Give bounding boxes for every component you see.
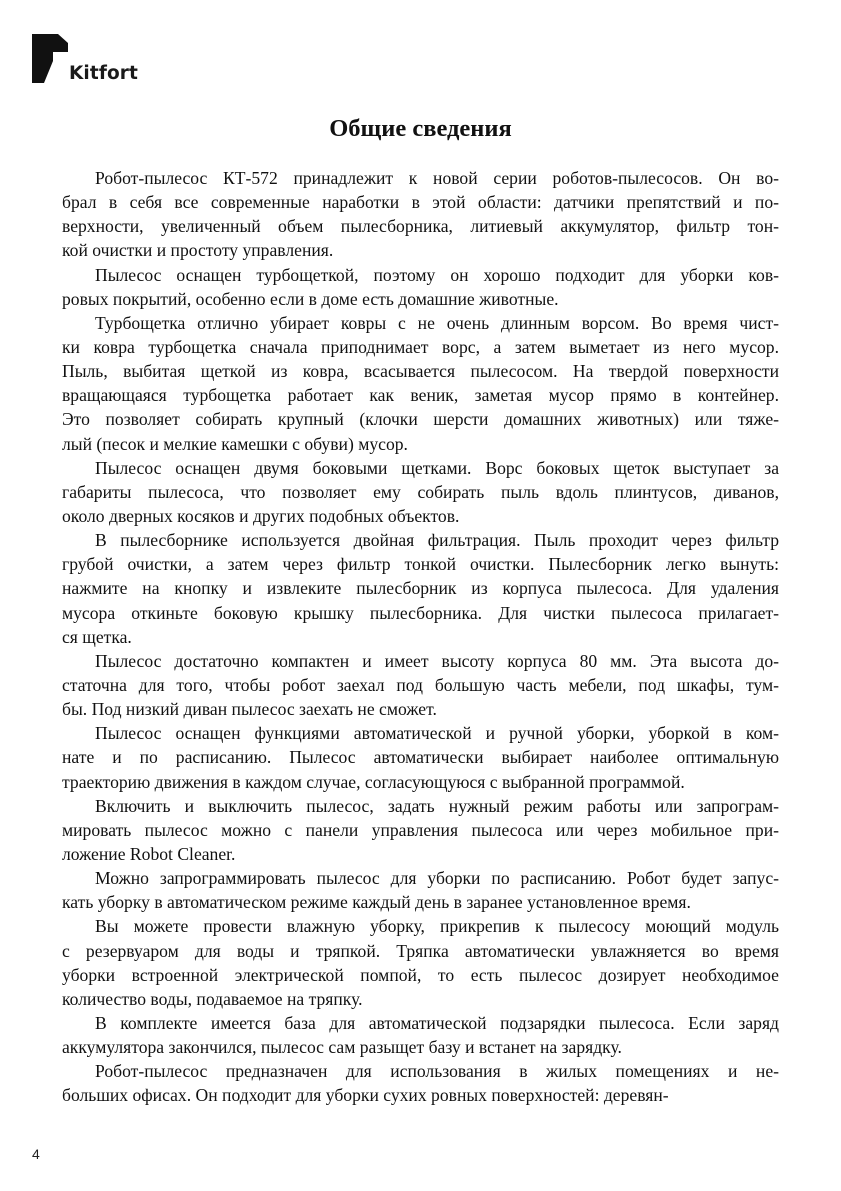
text-line: Пыль, выбитая щеткой из ковра, всасывается пылесосом. На твердой поверхности bbox=[62, 361, 779, 382]
text-line: мусора откиньте боковую крышку пылесборника. Для чистки пылесоса прилагает- bbox=[62, 602, 779, 623]
text-line: лый (песок и мелкие камешки с обуви) мусор. bbox=[62, 433, 408, 454]
text-line: Турбощетка отлично убирает ковры с не очень длинным ворсом. Во время чист- bbox=[95, 312, 779, 333]
paragraph bbox=[62, 311, 779, 456]
paragraph bbox=[62, 866, 779, 914]
text-line: Включить и выключить пылесос, задать нужный режим работы или запрограм- bbox=[95, 795, 779, 816]
text-line: аккумулятора закончился, пылесос сам разыщет базу и встанет на зарядку. bbox=[62, 1037, 622, 1058]
text-line: габариты пылесоса, что позволяет ему собирать пыль вдоль плинтусов, диванов, bbox=[62, 481, 779, 502]
text-line: ся щетка. bbox=[62, 626, 132, 647]
text-line: Вы можете провести влажную уборку, прикрепив к пылесосу моющий модуль bbox=[95, 916, 779, 937]
text-line: Робот-пылесос предназначен для использования в жилых помещениях и не- bbox=[95, 1061, 779, 1082]
paragraph bbox=[62, 721, 779, 793]
text-line: брал в себя все современные наработки в этой области: датчики препятствий и по- bbox=[62, 192, 779, 213]
text-line: вращающаяся турбощетка работает как веник, заметая мусор прямо в контейнер. bbox=[62, 385, 779, 406]
body-text bbox=[62, 166, 779, 1107]
paragraph bbox=[62, 914, 779, 1011]
page-title: Общие сведения bbox=[329, 115, 512, 142]
paragraph bbox=[62, 456, 779, 528]
text-line: грубой очистки, а затем через фильтр тонкой очистки. Пылесборник легко вынуть: bbox=[62, 554, 779, 575]
text-line: количество воды, подаваемое на тряпку. bbox=[62, 988, 363, 1009]
kitfort-logo bbox=[32, 34, 172, 90]
text-line: около дверных косяков и других подобных объектов. bbox=[62, 505, 460, 526]
paragraph bbox=[62, 1011, 779, 1059]
text-line: траекторию движения в каждом случае, согласующуюся с выбранной программой. bbox=[62, 771, 685, 792]
text-line: нажмите на кнопку и извлеките пылесборник из корпуса пылесоса. Для удаления bbox=[62, 578, 779, 599]
brand-name: Kitfort bbox=[69, 63, 138, 84]
text-line: бы. Под низкий диван пылесос заехать не сможет. bbox=[62, 699, 437, 720]
text-line: уборки встроенной электрической помпой, то есть пылесос дозирует необходимое bbox=[62, 964, 779, 985]
text-line: Пылесос оснащен турбощеткой, поэтому он хорошо подходит для уборки ков- bbox=[95, 264, 779, 285]
paragraph bbox=[62, 649, 779, 721]
text-line: Робот-пылесос КТ-572 принадлежит к новой серии роботов-пылесосов. Он во- bbox=[95, 168, 779, 188]
text-line: Это позволяет собирать крупный (клочки шерсти домашних животных) или тяже- bbox=[62, 409, 779, 430]
text-line: с резервуаром для воды и тряпкой. Тряпка автоматически увлажняется во время bbox=[62, 940, 779, 961]
paragraph bbox=[62, 263, 779, 311]
text-line: нате и по расписанию. Пылесос автоматически выбирает наиболее оптимальную bbox=[62, 747, 779, 768]
text-line: ки ковра турбощетка сначала приподнимает ворс, а затем выметает из него мусор. bbox=[62, 336, 779, 357]
text-line: Пылесос оснащен двумя боковыми щетками. Ворс боковых щеток выступает за bbox=[95, 457, 779, 478]
kitfort-logo-icon bbox=[32, 34, 68, 84]
text-line: кать уборку в автоматическом режиме каждый день в заранее установленное время. bbox=[62, 892, 691, 913]
text-line: Пылесос достаточно компактен и имеет высоту корпуса 80 мм. Эта высота до- bbox=[95, 650, 779, 671]
text-line: больших офисах. Он подходит для уборки сухих ровных поверхностей: деревян- bbox=[62, 1085, 669, 1106]
paragraph bbox=[62, 528, 779, 649]
text-line: Можно запрограммировать пылесос для уборки по расписанию. Робот будет запус- bbox=[95, 868, 779, 889]
text-line: верхности, увеличенный объем пылесборника, литиевый аккумулятор, фильтр тон- bbox=[62, 216, 779, 237]
text-line: кой очистки и простоту управления. bbox=[62, 240, 334, 261]
text-line: В пылесборнике используется двойная фильтрация. Пыль проходит через фильтр bbox=[95, 530, 779, 551]
text-line: ровых покрытий, особенно если в доме есть домашние животные. bbox=[62, 288, 559, 309]
paragraph bbox=[62, 1059, 779, 1107]
text-line: ложение Robot Cleaner. bbox=[62, 843, 236, 864]
paragraph bbox=[62, 794, 779, 866]
paragraph bbox=[62, 166, 779, 263]
text-line: статочна для того, чтобы робот заехал под большую часть мебели, под шкафы, тум- bbox=[62, 674, 779, 695]
text-line: мировать пылесос можно с панели управления пылесоса или через мобильное при- bbox=[62, 819, 779, 840]
text-line: В комплекте имеется база для автоматической подзарядки пылесоса. Если заряд bbox=[95, 1012, 779, 1033]
page-number: 4 bbox=[32, 1146, 40, 1162]
text-line: Пылесос оснащен функциями автоматической и ручной уборки, уборкой в ком- bbox=[95, 723, 779, 744]
